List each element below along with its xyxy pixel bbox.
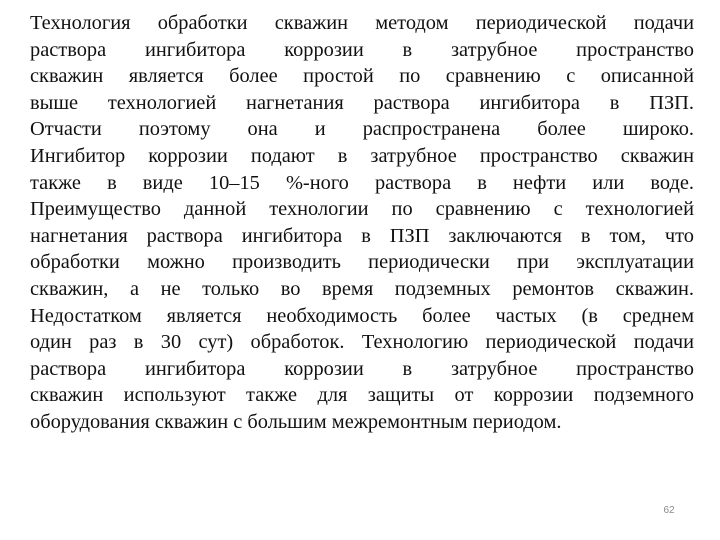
text-line: обработки можно производить периодически при эксплуатации: [30, 251, 694, 274]
text-line: скважин, а не только во время подземных ремонтов скважин.: [30, 277, 694, 300]
text-line: раствора ингибитора коррозии в затрубное пространство: [30, 38, 694, 61]
text-line: скважин является более простой по сравнению с описанной: [30, 65, 694, 88]
text-line: также в виде 10–15 %-ного раствора в нефти или воде.: [30, 171, 694, 194]
text-line: нагнетания раствора ингибитора в ПЗП заключаются в том, что: [30, 224, 694, 247]
text-line: раствора ингибитора коррозии в затрубное пространство: [30, 357, 694, 380]
text-line: оборудования скважин с большим межремонтным периодом.: [30, 410, 562, 433]
text-line: Технология обработки скважин методом периодической подачи: [30, 12, 694, 34]
text-line: Ингибитор коррозии подают в затрубное пространство скважин: [30, 144, 694, 167]
text-line: выше технологией нагнетания раствора ингибитора в ПЗП.: [30, 91, 694, 114]
text-line: Недостатком является необходимость более частых (в среднем: [30, 304, 694, 327]
text-line: скважин используют также для защиты от коррозии подземного: [30, 384, 694, 407]
text-line: Отчасти поэтому она и распространена более широко.: [30, 118, 694, 141]
text-line: один раз в 30 сут) обработок. Технологию периодической подачи: [30, 331, 694, 354]
page-number: 62: [663, 505, 675, 516]
body-text: [30, 10, 694, 436]
text-line: Преимущество данной технологии по сравнению с технологией: [30, 198, 694, 221]
